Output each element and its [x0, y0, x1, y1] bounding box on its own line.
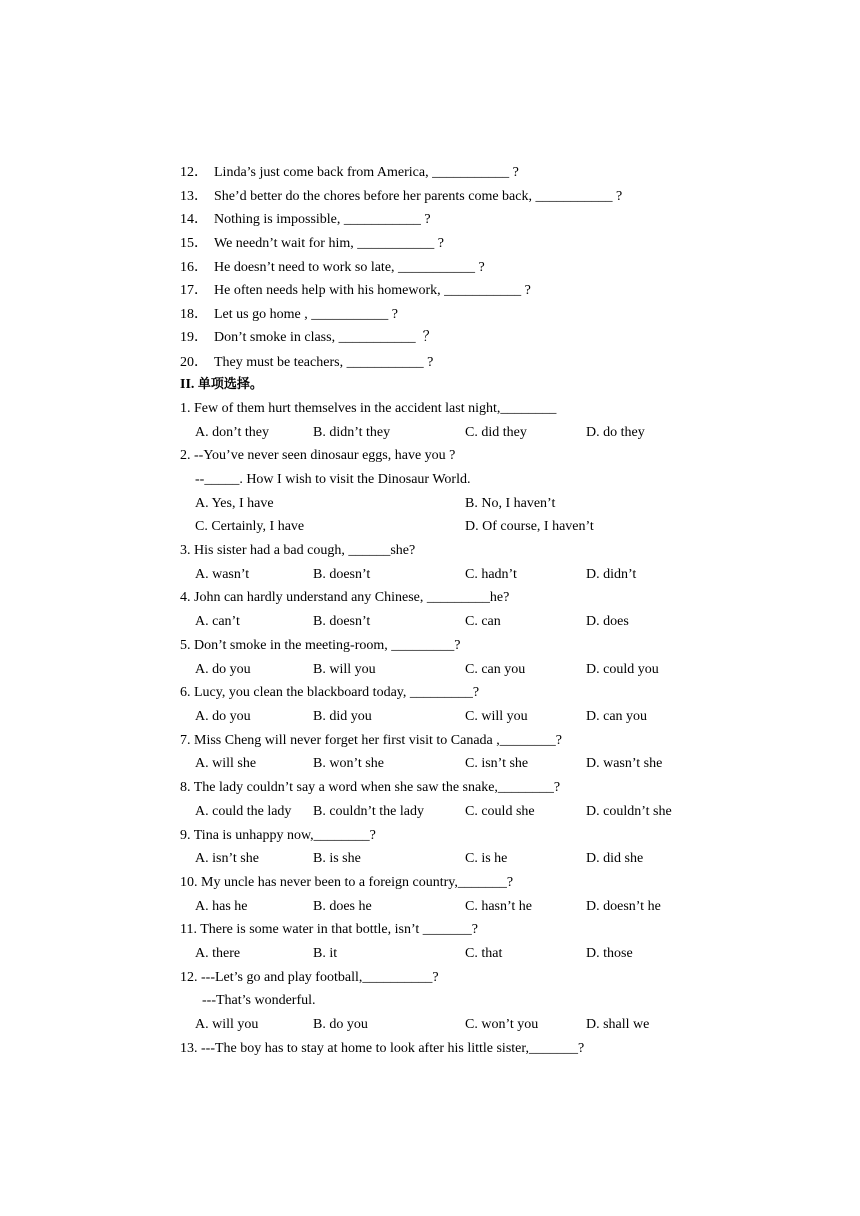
options-row: [195, 946, 815, 962]
option-a: A. do you: [195, 662, 251, 677]
fill-item: 17． He often needs help with his homework, ___________ ?: [180, 283, 531, 298]
question-stem: 10. My uncle has never been to a foreign country,_______?: [180, 875, 514, 890]
option-d: D. did she: [586, 851, 644, 866]
option-b: B. won’t she: [313, 756, 384, 771]
fill-item: 19． Don’t smoke in class, ___________ ？: [180, 330, 437, 345]
options-row: [195, 804, 815, 820]
fill-item: 20． They must be teachers, ___________ ?: [180, 355, 434, 370]
question-stem: 6. Lucy, you clean the blackboard today, _________?: [180, 685, 480, 700]
option-d: D. doesn’t he: [586, 899, 661, 914]
option-b: B. does he: [313, 899, 372, 914]
option-c: C. hasn’t he: [465, 899, 533, 914]
options-row: [195, 709, 815, 725]
options-row: [195, 662, 815, 678]
option-b: B. did you: [313, 709, 372, 724]
option-d: D. couldn’t she: [586, 804, 672, 819]
fill-item: 14． Nothing is impossible, ___________ ?: [180, 212, 431, 227]
options-row: [195, 614, 815, 630]
fill-item: 16． He doesn’t need to work so late, ___________ ?: [180, 260, 485, 275]
question-stem: 12. ---Let’s go and play football,__________?: [180, 970, 439, 985]
option-a: A. don’t they: [195, 425, 270, 440]
question-stem: 4. John can hardly understand any Chinese, _________he?: [180, 590, 510, 605]
option-d: D. does: [586, 614, 629, 629]
options-row: [195, 425, 815, 441]
option-b: B. doesn’t: [313, 614, 371, 629]
option-a: A. isn’t she: [195, 851, 259, 866]
option-a: A. Yes, I have: [195, 496, 274, 511]
option-a: A. will she: [195, 756, 257, 771]
option-d: D. could you: [586, 662, 659, 677]
option-a: A. has he: [195, 899, 248, 914]
options-row: [195, 496, 815, 512]
options-row: [195, 1017, 815, 1033]
option-a: A. could the lady: [195, 804, 292, 819]
option-c: C. hadn’t: [465, 567, 517, 582]
option-c: C. could she: [465, 804, 535, 819]
question-response: --_____. How I wish to visit the Dinosaur World.: [195, 472, 471, 487]
option-d: D. can you: [586, 709, 648, 724]
option-a: A. wasn’t: [195, 567, 250, 582]
section-heading: II. 单项选择。: [180, 377, 263, 392]
question-stem: 5. Don’t smoke in the meeting-room, _________?: [180, 638, 461, 653]
fill-item: 15． We needn’t wait for him, ___________ ?: [180, 236, 444, 251]
option-c: C. Certainly, I have: [195, 519, 305, 534]
option-d: D. shall we: [586, 1017, 650, 1032]
option-b: B. doesn’t: [313, 567, 371, 582]
option-a: A. can’t: [195, 614, 240, 629]
question-stem: 3. His sister had a bad cough, ______she?: [180, 543, 416, 558]
option-c: C. won’t you: [465, 1017, 539, 1032]
option-c: C. isn’t she: [465, 756, 529, 771]
question-stem: 7. Miss Cheng will never forget her first visit to Canada ,________?: [180, 733, 562, 748]
options-row: [195, 519, 815, 535]
question-stem: 2. --You’ve never seen dinosaur eggs, have you ?: [180, 448, 456, 463]
option-b: B. is she: [313, 851, 361, 866]
question-response: ---That’s wonderful.: [202, 993, 316, 1008]
option-d: D. do they: [586, 425, 645, 440]
option-d: D. didn’t: [586, 567, 637, 582]
option-b: B. it: [313, 946, 338, 961]
option-c: C. can: [465, 614, 501, 629]
options-row: [195, 851, 815, 867]
option-d: D. wasn’t she: [586, 756, 663, 771]
question-stem: 1. Few of them hurt themselves in the accident last night,________: [180, 401, 557, 416]
options-row: [195, 567, 815, 583]
question-stem: 8. The lady couldn’t say a word when she saw the snake,________?: [180, 780, 561, 795]
question-stem: 13. ---The boy has to stay at home to look after his little sister,_______?: [180, 1041, 585, 1056]
option-b: B. No, I haven’t: [465, 496, 556, 511]
question-stem: 9. Tina is unhappy now,________?: [180, 828, 376, 843]
options-row: [195, 899, 815, 915]
option-d: D. those: [586, 946, 633, 961]
fill-item: 12． Linda’s just come back from America, ___________ ?: [180, 165, 519, 180]
option-d: D. Of course, I haven’t: [465, 519, 594, 534]
option-c: C. did they: [465, 425, 527, 440]
options-row: [195, 756, 815, 772]
option-c: C. will you: [465, 709, 528, 724]
option-b: B. couldn’t the lady: [313, 804, 424, 819]
option-b: B. do you: [313, 1017, 368, 1032]
option-a: A. will you: [195, 1017, 259, 1032]
option-b: B. will you: [313, 662, 376, 677]
fill-item: 18． Let us go home , ___________ ?: [180, 307, 398, 322]
option-b: B. didn’t they: [313, 425, 391, 440]
fill-item: 13． She’d better do the chores before her parents come back, ___________ ?: [180, 189, 623, 204]
option-c: C. that: [465, 946, 503, 961]
option-a: A. do you: [195, 709, 251, 724]
option-a: A. there: [195, 946, 241, 961]
option-c: C. can you: [465, 662, 526, 677]
question-stem: 11. There is some water in that bottle, isn’t _______?: [180, 922, 478, 937]
option-c: C. is he: [465, 851, 508, 866]
